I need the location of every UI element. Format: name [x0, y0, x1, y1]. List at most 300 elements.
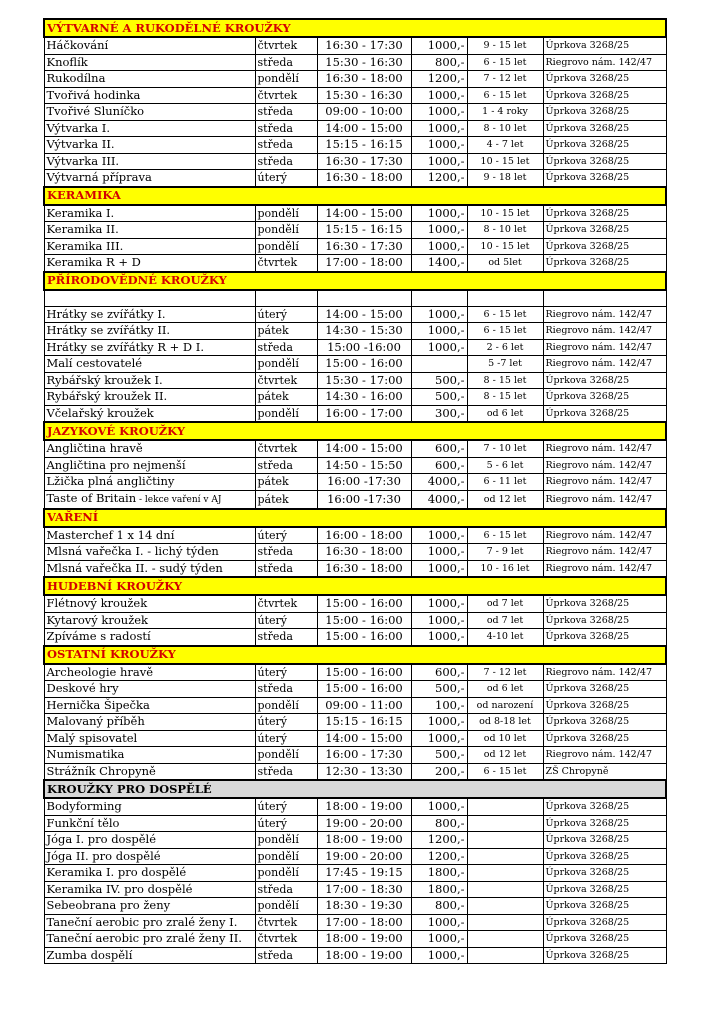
price-cell: 500,-: [411, 747, 467, 764]
table-row: [44, 356, 666, 373]
age-cell: [467, 947, 543, 964]
age-cell: 2 - 6 let: [467, 339, 543, 356]
club-name-cell: [44, 730, 255, 747]
time-cell: 14:50 - 15:50: [317, 457, 411, 474]
place-cell: Úprkova 3268/25: [543, 697, 666, 714]
day-cell: pondělí: [255, 697, 317, 714]
price-cell: 1000,-: [411, 560, 467, 577]
empty-cell: [411, 290, 467, 307]
club-name: Včelařský kroužek: [46, 405, 154, 420]
place-cell: Úprkova 3268/25: [543, 170, 666, 187]
time-cell: 15:00 - 16:00: [317, 356, 411, 373]
price-cell: 1000,-: [411, 595, 467, 612]
price-cell: 1000,-: [411, 544, 467, 561]
place-cell: Úprkova 3268/25: [543, 71, 666, 88]
place-cell: Úprkova 3268/25: [543, 389, 666, 406]
club-name-cell: [44, 306, 255, 323]
club-name-cell: [44, 681, 255, 698]
day-cell: úterý: [255, 170, 317, 187]
price-cell: 100,-: [411, 697, 467, 714]
age-cell: od 7 let: [467, 612, 543, 629]
section-header: [44, 272, 666, 290]
section-header: [44, 577, 666, 595]
price-cell: 600,-: [411, 457, 467, 474]
time-cell: 18:30 - 19:30: [317, 898, 411, 915]
table-row: [44, 405, 666, 422]
club-name-cell: [44, 440, 255, 457]
club-name: Háčkování: [46, 38, 109, 53]
age-cell: od narození: [467, 697, 543, 714]
club-name-cell: [44, 560, 255, 577]
place-cell: Riegrovo nám. 142/47: [543, 544, 666, 561]
club-name-cell: [44, 205, 255, 222]
club-name-cell: [44, 947, 255, 964]
price-cell: 1000,-: [411, 104, 467, 121]
age-cell: od 7 let: [467, 595, 543, 612]
table-row: [44, 664, 666, 681]
section-title: VAŘENÍ: [44, 509, 666, 527]
club-name-cell: [44, 527, 255, 544]
time-cell: 18:00 - 19:00: [317, 931, 411, 948]
age-cell: 1 - 4 roky: [467, 104, 543, 121]
place-cell: Úprkova 3268/25: [543, 222, 666, 239]
club-name-cell: [44, 87, 255, 104]
time-cell: 15:00 - 16:00: [317, 664, 411, 681]
day-cell: středa: [255, 681, 317, 698]
price-cell: 1000,-: [411, 914, 467, 931]
age-cell: od 8-18 let: [467, 714, 543, 731]
age-cell: 6 - 15 let: [467, 527, 543, 544]
place-cell: Riegrovo nám. 142/47: [543, 339, 666, 356]
club-name-cell: [44, 120, 255, 137]
age-cell: 7 - 9 let: [467, 544, 543, 561]
table-row: [44, 137, 666, 154]
section-title: JAZYKOVÉ KROUŽKY: [44, 422, 666, 440]
table-row: [44, 389, 666, 406]
time-cell: 14:00 - 15:00: [317, 730, 411, 747]
place-cell: Riegrovo nám. 142/47: [543, 306, 666, 323]
day-cell: pondělí: [255, 848, 317, 865]
table-row: [44, 560, 666, 577]
age-cell: 6 - 15 let: [467, 306, 543, 323]
time-cell: 12:30 - 13:30: [317, 763, 411, 780]
table-row: [44, 848, 666, 865]
club-name: Keramika IV. pro dospělé: [46, 881, 193, 896]
club-name-cell: [44, 832, 255, 849]
club-name: Taneční aerobic pro zralé ženy II.: [46, 931, 242, 946]
price-cell: 800,-: [411, 54, 467, 71]
table-row: [44, 697, 666, 714]
day-cell: úterý: [255, 612, 317, 629]
day-cell: středa: [255, 629, 317, 646]
place-cell: Úprkova 3268/25: [543, 595, 666, 612]
price-cell: 1000,-: [411, 612, 467, 629]
place-cell: Úprkova 3268/25: [543, 629, 666, 646]
club-name: Angličtina hravě: [46, 441, 143, 456]
place-cell: Úprkova 3268/25: [543, 947, 666, 964]
time-cell: 15:15 - 16:15: [317, 222, 411, 239]
day-cell: středa: [255, 120, 317, 137]
day-cell: čtvrtek: [255, 87, 317, 104]
place-cell: Úprkova 3268/25: [543, 815, 666, 832]
place-cell: Úprkova 3268/25: [543, 898, 666, 915]
place-cell: Úprkova 3268/25: [543, 37, 666, 54]
table-row: [44, 372, 666, 389]
time-cell: 16:30 - 18:00: [317, 560, 411, 577]
time-cell: 19:00 - 20:00: [317, 815, 411, 832]
day-cell: úterý: [255, 815, 317, 832]
age-cell: od 6 let: [467, 681, 543, 698]
place-cell: Riegrovo nám. 142/47: [543, 323, 666, 340]
age-cell: [467, 798, 543, 815]
club-name: Jóga II. pro dospělé: [46, 848, 161, 863]
place-cell: Úprkova 3268/25: [543, 255, 666, 272]
age-cell: 8 - 15 let: [467, 389, 543, 406]
club-name: Tvořivá hodinka: [46, 87, 141, 102]
time-cell: 09:00 - 10:00: [317, 104, 411, 121]
place-cell: Úprkova 3268/25: [543, 714, 666, 731]
time-cell: 19:00 - 20:00: [317, 848, 411, 865]
price-cell: 200,-: [411, 763, 467, 780]
day-cell: úterý: [255, 798, 317, 815]
age-cell: 6 - 15 let: [467, 763, 543, 780]
time-cell: 16:00 - 17:00: [317, 405, 411, 422]
club-name-cell: [44, 798, 255, 815]
club-name-cell: [44, 389, 255, 406]
section-header: [44, 187, 666, 205]
price-cell: 600,-: [411, 664, 467, 681]
club-name-cell: [44, 153, 255, 170]
day-cell: pondělí: [255, 71, 317, 88]
time-cell: 14:00 - 15:00: [317, 120, 411, 137]
day-cell: středa: [255, 560, 317, 577]
table-row: [44, 323, 666, 340]
club-name: Keramika I.: [46, 205, 115, 220]
time-cell: 14:30 - 16:00: [317, 389, 411, 406]
club-name: Mlsná vařečka II. - sudý týden: [46, 560, 223, 575]
price-cell: 1000,-: [411, 87, 467, 104]
club-name-cell: [44, 222, 255, 239]
price-cell: 500,-: [411, 389, 467, 406]
club-name: Kytarový kroužek: [46, 612, 149, 627]
place-cell: Úprkova 3268/25: [543, 372, 666, 389]
place-cell: Úprkova 3268/25: [543, 730, 666, 747]
table-row: [44, 898, 666, 915]
table-row: [44, 37, 666, 54]
age-cell: od 12 let: [467, 747, 543, 764]
club-name-cell: [44, 137, 255, 154]
table-row: [44, 339, 666, 356]
club-name: Malovaný příběh: [46, 714, 145, 729]
age-cell: od 12 let: [467, 490, 543, 509]
section-header: [44, 780, 666, 798]
age-cell: [467, 865, 543, 882]
table-row: [44, 931, 666, 948]
day-cell: čtvrtek: [255, 595, 317, 612]
club-name-cell: [44, 898, 255, 915]
club-name-cell: [44, 544, 255, 561]
club-name: Hrátky se zvířátky II.: [46, 323, 171, 338]
table-row: [44, 865, 666, 882]
age-cell: 10 - 15 let: [467, 238, 543, 255]
age-cell: 5 -7 let: [467, 356, 543, 373]
club-name-cell: [44, 356, 255, 373]
day-cell: pondělí: [255, 865, 317, 882]
table-row: [44, 714, 666, 731]
table-row: [44, 238, 666, 255]
club-name-cell: [44, 697, 255, 714]
place-cell: Riegrovo nám. 142/47: [543, 490, 666, 509]
place-cell: Riegrovo nám. 142/47: [543, 560, 666, 577]
club-name: Taste of Britain: [46, 490, 137, 505]
price-cell: 1200,-: [411, 170, 467, 187]
club-name-cell: [44, 848, 255, 865]
age-cell: [467, 815, 543, 832]
time-cell: 16:00 -17:30: [317, 490, 411, 509]
club-name: Numismatika: [46, 747, 125, 762]
price-cell: 800,-: [411, 815, 467, 832]
time-cell: 14:00 - 15:00: [317, 440, 411, 457]
table-row: [44, 490, 666, 509]
club-name-cell: [44, 714, 255, 731]
club-name: Rukodílna: [46, 71, 106, 86]
place-cell: Riegrovo nám. 142/47: [543, 664, 666, 681]
clubs-table-body: [44, 19, 666, 964]
day-cell: středa: [255, 881, 317, 898]
price-cell: 1000,-: [411, 323, 467, 340]
place-cell: Riegrovo nám. 142/47: [543, 440, 666, 457]
club-name-cell: [44, 255, 255, 272]
club-name-cell: [44, 238, 255, 255]
place-cell: Riegrovo nám. 142/47: [543, 527, 666, 544]
price-cell: 1200,-: [411, 848, 467, 865]
empty-row: [44, 290, 666, 307]
age-cell: 5 - 6 let: [467, 457, 543, 474]
table-row: [44, 914, 666, 931]
age-cell: [467, 848, 543, 865]
day-cell: úterý: [255, 664, 317, 681]
time-cell: 14:00 - 15:00: [317, 306, 411, 323]
empty-cell: [467, 290, 543, 307]
table-row: [44, 474, 666, 491]
price-cell: 4000,-: [411, 490, 467, 509]
club-name-cell: [44, 457, 255, 474]
day-cell: úterý: [255, 527, 317, 544]
price-cell: 1000,-: [411, 629, 467, 646]
club-name: Bodyforming: [46, 799, 122, 814]
table-row: [44, 54, 666, 71]
age-cell: 6 - 11 let: [467, 474, 543, 491]
club-name: Keramika II.: [46, 222, 119, 237]
club-name-cell: [44, 104, 255, 121]
club-name: Keramika I. pro dospělé: [46, 865, 187, 880]
day-cell: čtvrtek: [255, 914, 317, 931]
club-name: Keramika III.: [46, 238, 124, 253]
section-title: OSTATNÍ KROUŽKY: [44, 646, 666, 664]
time-cell: 15:30 - 16:30: [317, 54, 411, 71]
age-cell: 4-10 let: [467, 629, 543, 646]
day-cell: pondělí: [255, 238, 317, 255]
club-name: Strážník Chropyně: [46, 763, 156, 778]
club-name: Keramika R + D: [46, 255, 141, 270]
table-row: [44, 832, 666, 849]
day-cell: čtvrtek: [255, 255, 317, 272]
club-name: Hrátky se zvířátky R + D I.: [46, 339, 204, 354]
club-name: Hrátky se zvířátky I.: [46, 306, 166, 321]
time-cell: 16:30 - 17:30: [317, 37, 411, 54]
club-name: Malí cestovatelé: [46, 356, 143, 371]
price-cell: 1000,-: [411, 238, 467, 255]
price-cell: 1000,-: [411, 798, 467, 815]
empty-cell: [317, 290, 411, 307]
day-cell: úterý: [255, 306, 317, 323]
club-name: Zpíváme s radostí: [46, 629, 151, 644]
table-row: [44, 798, 666, 815]
club-name: Výtvarka I.: [46, 120, 110, 135]
time-cell: 16:00 - 18:00: [317, 527, 411, 544]
table-row: [44, 612, 666, 629]
table-row: [44, 170, 666, 187]
club-name: Výtvarná příprava: [46, 170, 152, 185]
time-cell: 15:00 - 16:00: [317, 629, 411, 646]
price-cell: 1000,-: [411, 931, 467, 948]
time-cell: 16:30 - 18:00: [317, 71, 411, 88]
day-cell: úterý: [255, 714, 317, 731]
club-name: Flétnový kroužek: [46, 596, 148, 611]
time-cell: 16:30 - 17:30: [317, 153, 411, 170]
table-row: [44, 104, 666, 121]
table-row: [44, 681, 666, 698]
day-cell: středa: [255, 54, 317, 71]
club-name-cell: [44, 865, 255, 882]
place-cell: ZŠ Chropyně: [543, 763, 666, 780]
age-cell: 4 - 7 let: [467, 137, 543, 154]
price-cell: 500,-: [411, 681, 467, 698]
section-header: [44, 646, 666, 664]
time-cell: 18:00 - 19:00: [317, 798, 411, 815]
clubs-table: [43, 18, 667, 964]
day-cell: pondělí: [255, 832, 317, 849]
time-cell: 15:15 - 16:15: [317, 714, 411, 731]
time-cell: 15:00 -16:00: [317, 339, 411, 356]
place-cell: Riegrovo nám. 142/47: [543, 356, 666, 373]
place-cell: Úprkova 3268/25: [543, 205, 666, 222]
club-name: Funkční tělo: [46, 815, 120, 830]
time-cell: 16:00 - 17:30: [317, 747, 411, 764]
club-name-cell: [44, 931, 255, 948]
day-cell: čtvrtek: [255, 37, 317, 54]
day-cell: úterý: [255, 730, 317, 747]
time-cell: 18:00 - 19:00: [317, 947, 411, 964]
age-cell: [467, 881, 543, 898]
age-cell: 8 - 10 let: [467, 222, 543, 239]
place-cell: Riegrovo nám. 142/47: [543, 747, 666, 764]
time-cell: 15:00 - 16:00: [317, 681, 411, 698]
day-cell: pátek: [255, 389, 317, 406]
price-cell: 1400,-: [411, 255, 467, 272]
day-cell: pondělí: [255, 405, 317, 422]
day-cell: čtvrtek: [255, 931, 317, 948]
day-cell: čtvrtek: [255, 440, 317, 457]
club-name-cell: [44, 763, 255, 780]
table-row: [44, 222, 666, 239]
place-cell: Úprkova 3268/25: [543, 931, 666, 948]
age-cell: 7 - 12 let: [467, 71, 543, 88]
price-cell: 300,-: [411, 405, 467, 422]
price-cell: 1000,-: [411, 205, 467, 222]
table-row: [44, 815, 666, 832]
club-name: Masterchef 1 x 14 dní: [46, 527, 175, 542]
place-cell: Úprkova 3268/25: [543, 87, 666, 104]
club-name-cell: [44, 490, 255, 509]
day-cell: pondělí: [255, 222, 317, 239]
price-cell: 1000,-: [411, 137, 467, 154]
section-title: KERAMIKA: [44, 187, 666, 205]
place-cell: Úprkova 3268/25: [543, 914, 666, 931]
age-cell: 8 - 10 let: [467, 120, 543, 137]
section-title: VÝTVARNÉ A RUKODĚLNÉ KROUŽKY: [44, 19, 666, 37]
place-cell: Riegrovo nám. 142/47: [543, 457, 666, 474]
table-row: [44, 747, 666, 764]
price-cell: 1000,-: [411, 120, 467, 137]
age-cell: 6 - 15 let: [467, 54, 543, 71]
day-cell: středa: [255, 104, 317, 121]
club-name: Výtvarka II.: [46, 137, 115, 152]
price-cell: 1000,-: [411, 222, 467, 239]
time-cell: 14:30 - 15:30: [317, 323, 411, 340]
price-cell: 1000,-: [411, 947, 467, 964]
age-cell: 10 - 15 let: [467, 153, 543, 170]
age-cell: [467, 898, 543, 915]
price-cell: 800,-: [411, 898, 467, 915]
club-name: Hernička Šipečka: [46, 697, 150, 712]
age-cell: od 5let: [467, 255, 543, 272]
age-cell: 8 - 15 let: [467, 372, 543, 389]
club-name-cell: [44, 71, 255, 88]
table-row: [44, 595, 666, 612]
place-cell: Úprkova 3268/25: [543, 848, 666, 865]
section-title: PŘÍRODOVĚDNÉ KROUŽKY: [44, 272, 666, 290]
table-row: [44, 629, 666, 646]
table-row: [44, 527, 666, 544]
day-cell: pondělí: [255, 747, 317, 764]
place-cell: Úprkova 3268/25: [543, 681, 666, 698]
table-row: [44, 947, 666, 964]
price-cell: 1000,-: [411, 153, 467, 170]
club-name: Lžička plná angličtiny: [46, 474, 175, 489]
age-cell: 9 - 15 let: [467, 37, 543, 54]
schedule-page: [43, 18, 665, 964]
age-cell: 9 - 18 let: [467, 170, 543, 187]
club-name-cell: [44, 815, 255, 832]
time-cell: 14:00 - 15:00: [317, 205, 411, 222]
club-name-cell: [44, 37, 255, 54]
section-title: HUDEBNÍ KROUŽKY: [44, 577, 666, 595]
price-cell: 1800,-: [411, 881, 467, 898]
table-row: [44, 440, 666, 457]
day-cell: středa: [255, 153, 317, 170]
price-cell: 1800,-: [411, 865, 467, 882]
price-cell: 1000,-: [411, 339, 467, 356]
day-cell: pondělí: [255, 356, 317, 373]
section-title: KROUŽKY PRO DOSPĚLÉ: [44, 780, 666, 798]
time-cell: 15:00 - 16:00: [317, 595, 411, 612]
price-cell: 500,-: [411, 372, 467, 389]
time-cell: 09:00 - 11:00: [317, 697, 411, 714]
age-cell: [467, 931, 543, 948]
price-cell: [411, 356, 467, 373]
section-header: [44, 19, 666, 37]
